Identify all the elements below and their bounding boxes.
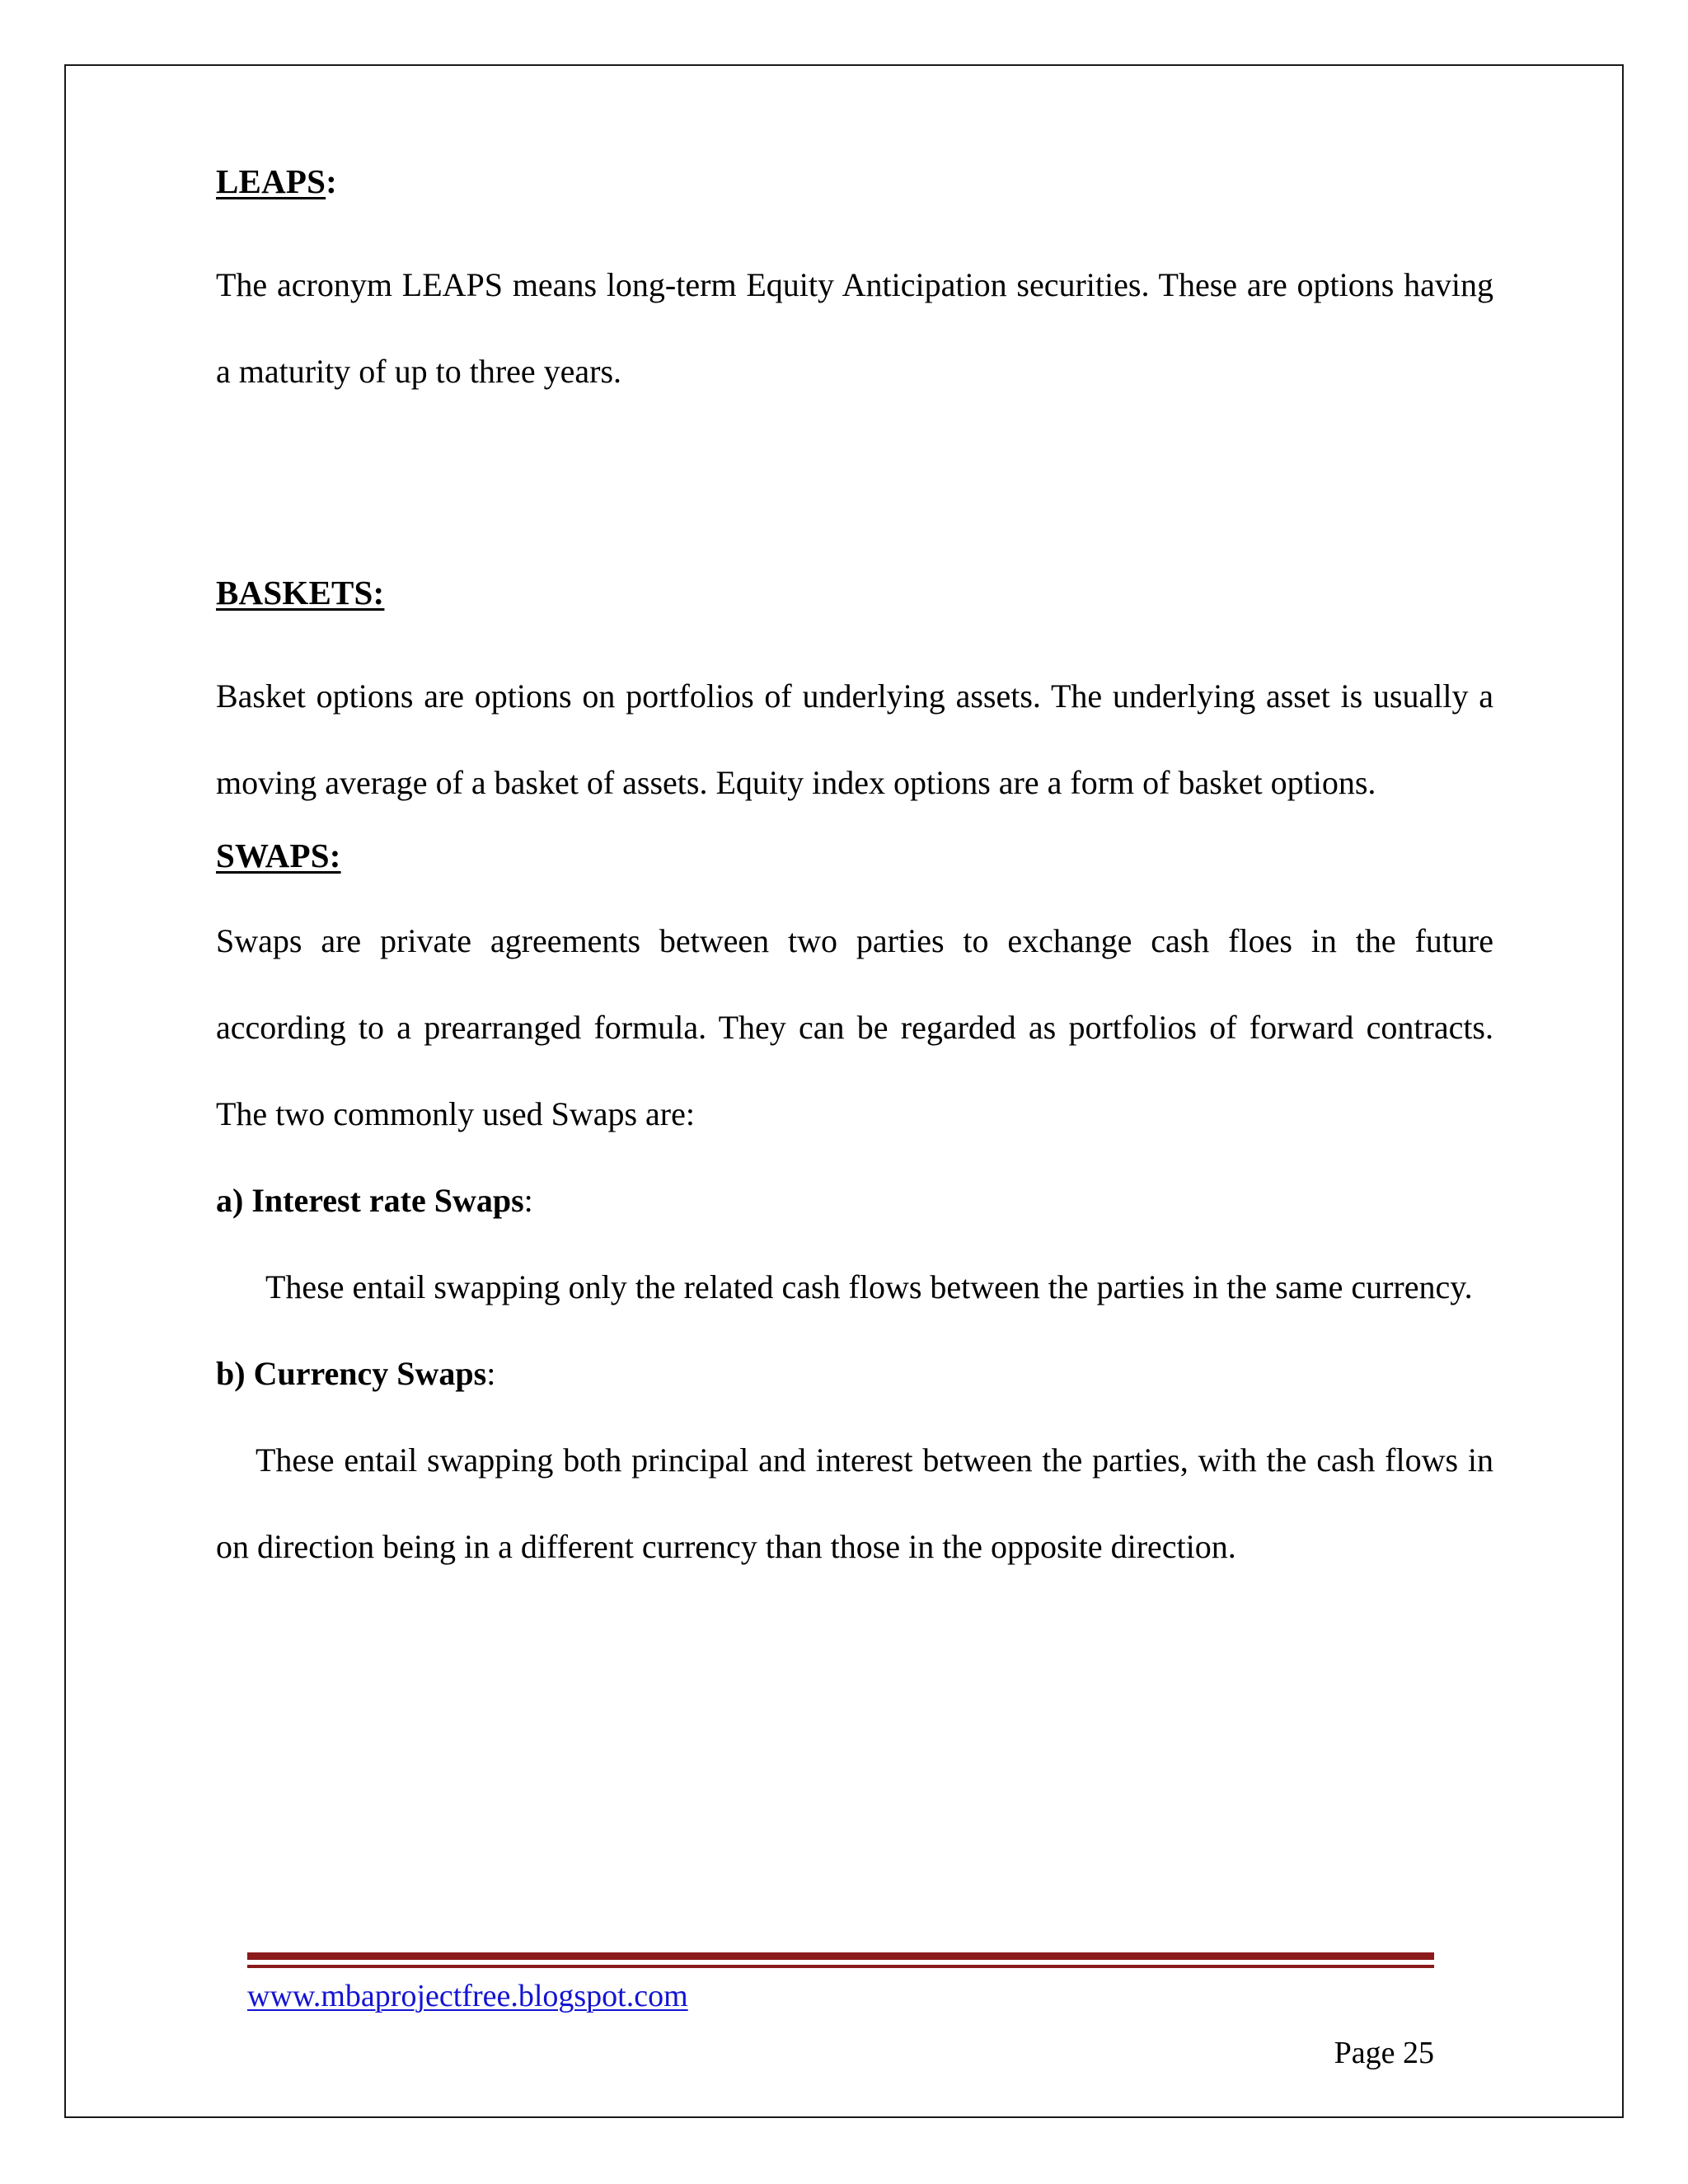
heading-leaps-text: LEAPS <box>216 162 326 200</box>
paragraph-spacer <box>216 826 1493 839</box>
footer-url-link[interactable]: www.mbaprojectfree.blogspot.com <box>247 1979 688 2013</box>
swap-item-label-a-colon: : <box>523 1182 533 1219</box>
heading-baskets-text: BASKETS: <box>216 574 385 612</box>
section-spacer <box>216 415 1493 576</box>
swap-item-label-b-colon: : <box>486 1355 496 1392</box>
swap-item-label-b-text: b) Currency Swaps <box>216 1355 487 1392</box>
paragraph-baskets: Basket options are options on portfolios of underlying assets. The underlying asset is usually a moving average of a basket of assets. Equity index options are a form of basket options. <box>216 677 1493 801</box>
swap-item-label-a-text: a) Interest rate Swaps <box>216 1182 524 1219</box>
swap-item-label-b <box>216 1330 1493 1417</box>
paragraph-swaps: Swaps are private agreements between two parties to exchange cash floes in the future according to a prearranged formula. They can be regarded as portfolios of forward contracts. The two commonly used Swaps are: <box>216 922 1493 1132</box>
footer-rule-thin <box>247 1965 1434 1968</box>
footer-rule-thick <box>247 1952 1434 1960</box>
heading-swaps-text: SWAPS: <box>216 837 341 874</box>
document-body <box>216 162 1493 1590</box>
swap-item-text-b: These entail swapping both principal and interest between the parties, with the cash flows in on direction being in a different currency than those in the opposite direction. <box>216 1441 1493 1565</box>
heading-leaps <box>216 162 1493 200</box>
heading-swaps <box>216 839 1493 873</box>
heading-baskets <box>216 576 1493 610</box>
swap-item-text-a: These entail swapping only the related cash flows between the parties in the same currency. <box>265 1268 1473 1305</box>
swap-item-label-a <box>216 1157 1493 1244</box>
paragraph-leaps: The acronym LEAPS means long-term Equity Anticipation securities. These are options having a maturity of up to three years. <box>216 266 1493 390</box>
heading-leaps-colon: : <box>326 162 338 200</box>
page-number: Page 25 <box>1334 2036 1434 2070</box>
page-footer <box>247 1952 1434 2070</box>
